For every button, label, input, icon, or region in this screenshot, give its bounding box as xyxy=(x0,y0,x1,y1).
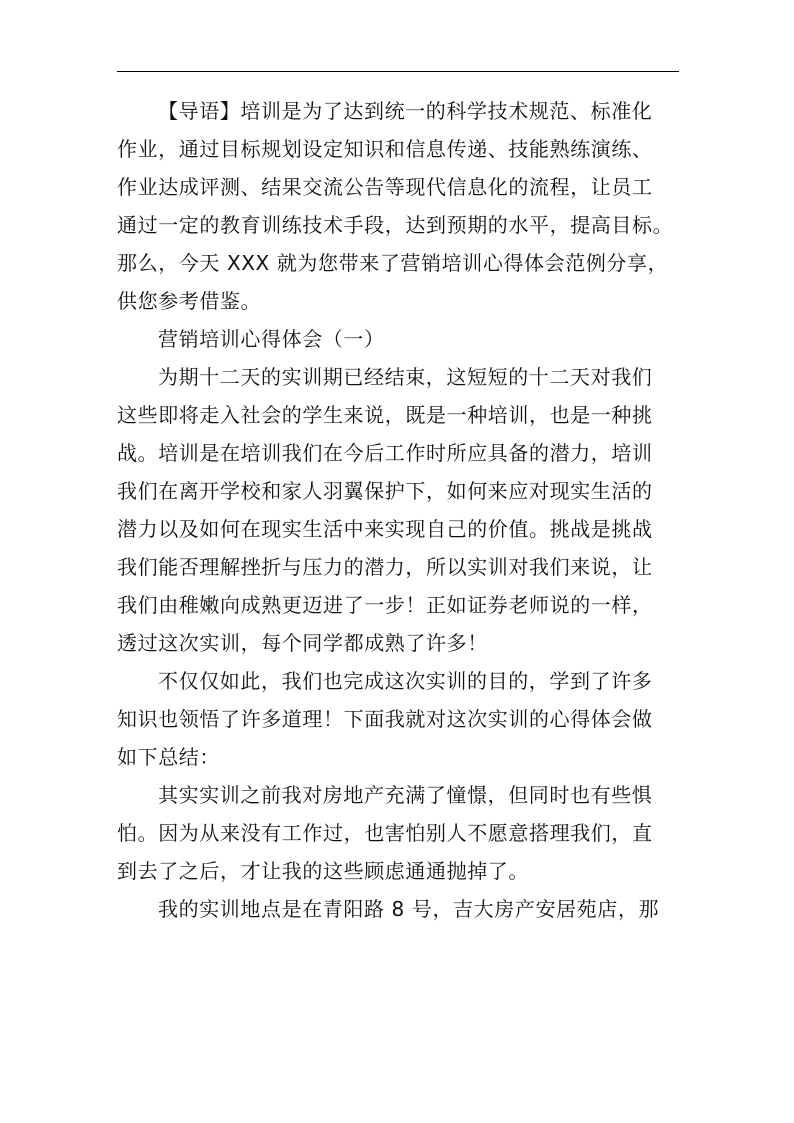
text-line: 如下总结： xyxy=(117,745,220,769)
text-line: 不仅仅如此，我们也完成这次实训的目的，学到了许多 xyxy=(158,669,653,693)
text-line: 战。培训是在培训我们在今后工作时所应具备的潜力，培训 xyxy=(117,441,653,465)
text-line: 为期十二天的实训期已经结束，这短短的十二天对我们 xyxy=(158,365,653,389)
text-line: 知识也领悟了许多道理！下面我就对这次实训的心得体会做 xyxy=(117,707,653,731)
section-heading: 营销培训心得体会（一） xyxy=(158,327,385,351)
text-line: 作业，通过目标规划设定知识和信息传递、技能熟练演练、 xyxy=(117,137,653,161)
text-line: 通过一定的教育训练技术手段，达到预期的水平，提高目标。 xyxy=(117,213,674,237)
text-line: 我们在离开学校和家人羽翼保护下，如何来应对现实生活的 xyxy=(117,479,653,503)
text-line: 我们能否理解挫折与压力的潜力，所以实训对我们来说，让 xyxy=(117,555,653,579)
text-line: 其实实训之前我对房地产充满了憧憬，但同时也有些惧 xyxy=(158,783,653,807)
text-line: 供您参考借鉴。 xyxy=(117,289,262,313)
text-line: 我们由稚嫩向成熟更迈进了一步！正如证券老师说的一样， xyxy=(117,593,653,617)
text-line: 我的实训地点是在青阳路 8 号，吉大房产安居苑店，那 xyxy=(158,897,660,921)
text-line: 透过这次实训，每个同学都成熟了许多！ xyxy=(117,631,488,655)
text-line: 这些即将走入社会的学生来说，既是一种培训，也是一种挑 xyxy=(117,403,653,427)
text-line: 到去了之后，才让我的这些顾虑通通抛掉了。 xyxy=(117,859,529,883)
text-line: 那么，今天 XXX 就为您带来了营销培训心得体会范例分享， xyxy=(117,251,669,275)
header-rule xyxy=(117,71,679,72)
text-line: 作业达成评测、结果交流公告等现代信息化的流程，让员工 xyxy=(117,175,653,199)
text-line: 潜力以及如何在现实生活中来实现自己的价值。挑战是挑战 xyxy=(117,517,653,541)
text-line: 【导语】培训是为了达到统一的科学技术规范、标准化 xyxy=(158,99,653,123)
text-line: 怕。因为从来没有工作过，也害怕别人不愿意搭理我们，直 xyxy=(117,821,653,845)
